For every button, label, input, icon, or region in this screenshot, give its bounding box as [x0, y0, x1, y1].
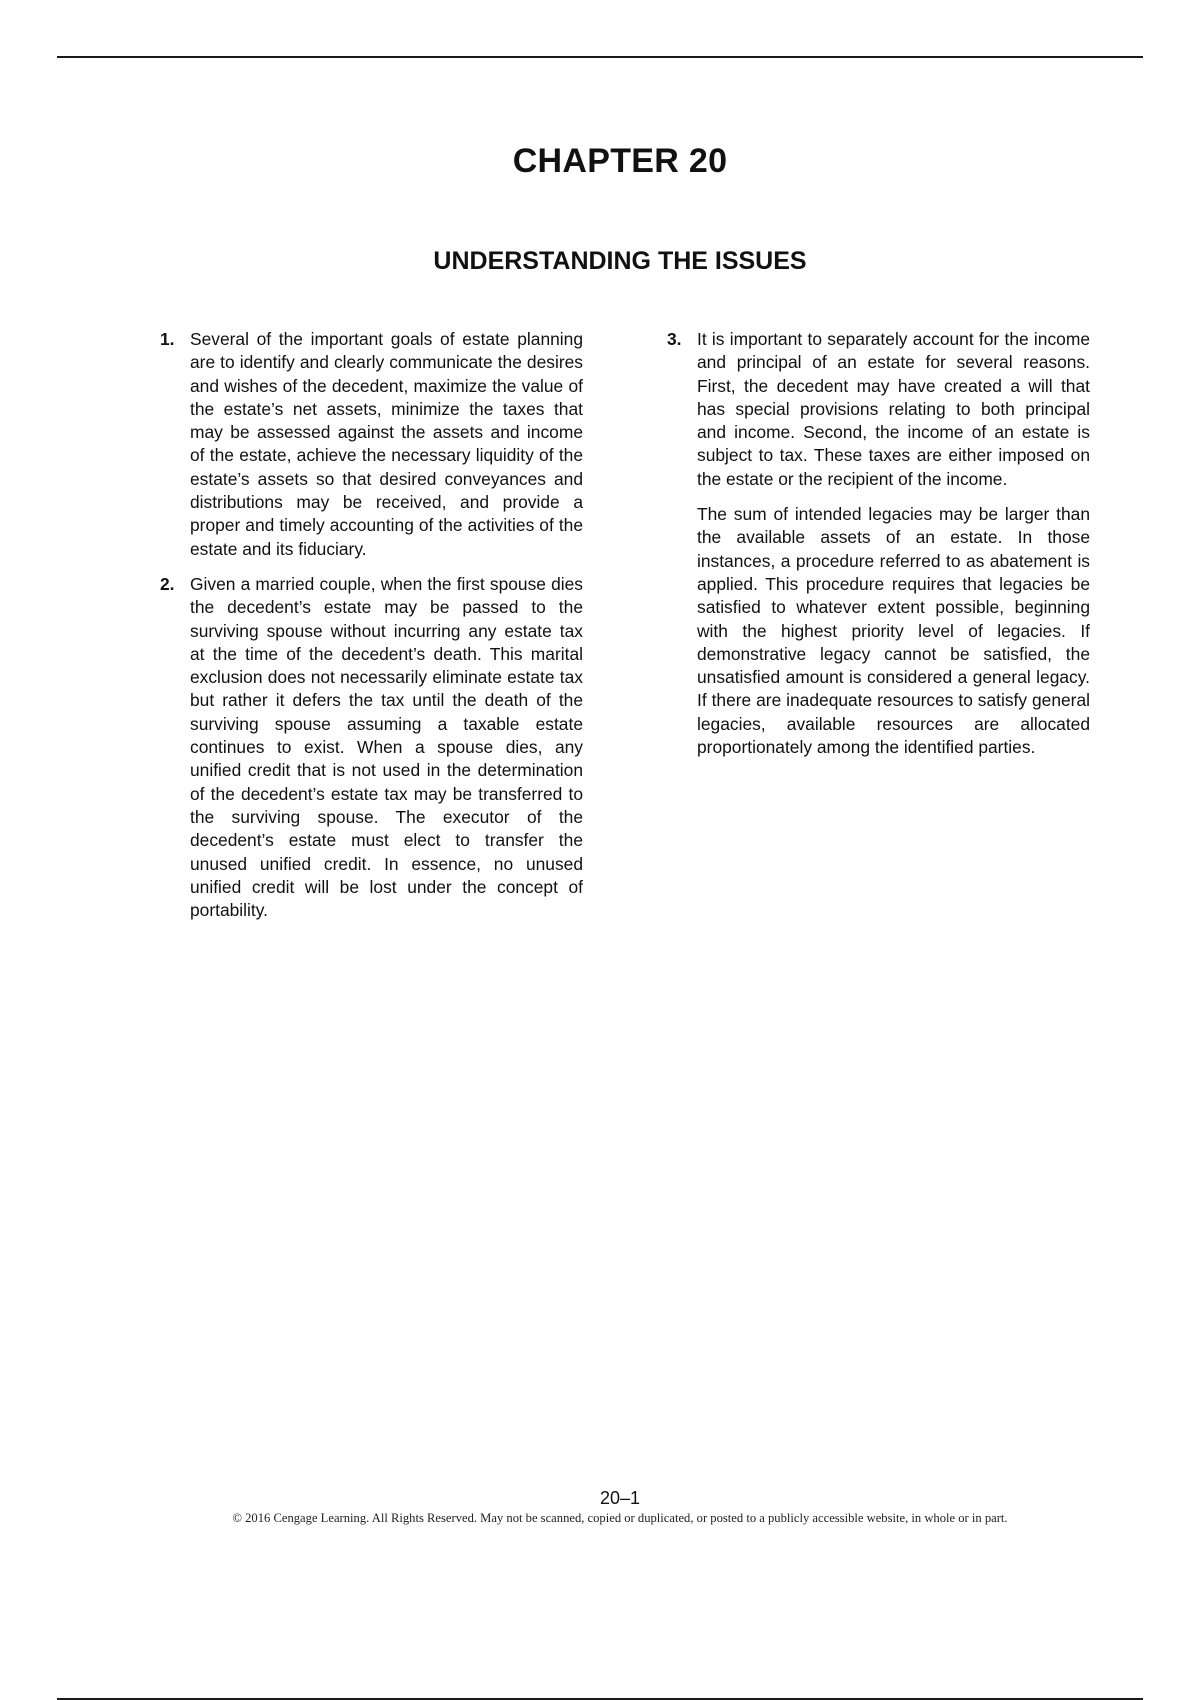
chapter-title: CHAPTER 20 [512, 142, 728, 180]
page-number: 20–1 [599, 1488, 641, 1508]
list-item-3 [667, 328, 1090, 491]
item-text: Several of the important goals of estate planning are to identify and clearly communicate the desires and wishes of the decedent, maximize the value of the estate’s net assets, minimize the taxes that may be assessed against the assets and income of the estate, achieve the necessary liquidity of the estate’s assets so that desired conveyances and distributions may be received, and provide a proper and timely accounting of the activities of the estate and its fiduciary. [190, 329, 583, 559]
item-number: 2. [160, 573, 175, 594]
item-continuation-paragraph: The sum of intended legacies may be larger than the available assets of an estate. In those instances, a procedure referred to as abatement is applied. This procedure requires that legacies be satisfied to whatever extent possible, beginning with the highest priority level of legacies. If demonstrative legacy cannot be satisfied, the unsatisfied amount is considered a general legacy. If there are inadequate resources to satisfy general legacies, available resources are allocated proportionately among the identified parties. [697, 504, 1090, 758]
top-rule [57, 56, 1143, 58]
list-item-1 [160, 328, 583, 561]
left-column [160, 328, 583, 934]
item-text: It is important to separately account for the income and principal of an estate for several reasons. First, the decedent may have created a will that has special provisions relating to both principal and income. Second, the income of an estate is subject to tax. These taxes are either imposed on the estate or the recipient of the income. [697, 329, 1090, 489]
item-number: 1. [160, 329, 175, 349]
item-number: 3. [667, 329, 682, 349]
item-text: Given a married couple, when the first spouse dies the decedent’s estate may be passed to the surviving spouse without incurring any estate tax at the time of the decedent’s death. This marital exclusion does not necessarily eliminate estate tax but rather it defers the tax until the death of the surviving spouse assuming a taxable estate continues to exist. When a spouse dies, any unified credit that is not used in the determination of the decedent’s estate tax may be transferred to the surviving spouse. The executor of the decedent’s estate must elect to transfer the unused unified credit. In essence, no unused unified credit will be lost under the concept of portability. [190, 573, 583, 921]
right-column [667, 328, 1090, 759]
section-title: UNDERSTANDING THE ISSUES [433, 247, 807, 275]
copyright-notice: © 2016 Cengage Learning. All Rights Reserved. May not be scanned, copied or duplicated, or posted to a publicly accessible website, in whole or in part. [232, 1511, 1008, 1525]
list-item-2 [160, 573, 583, 922]
